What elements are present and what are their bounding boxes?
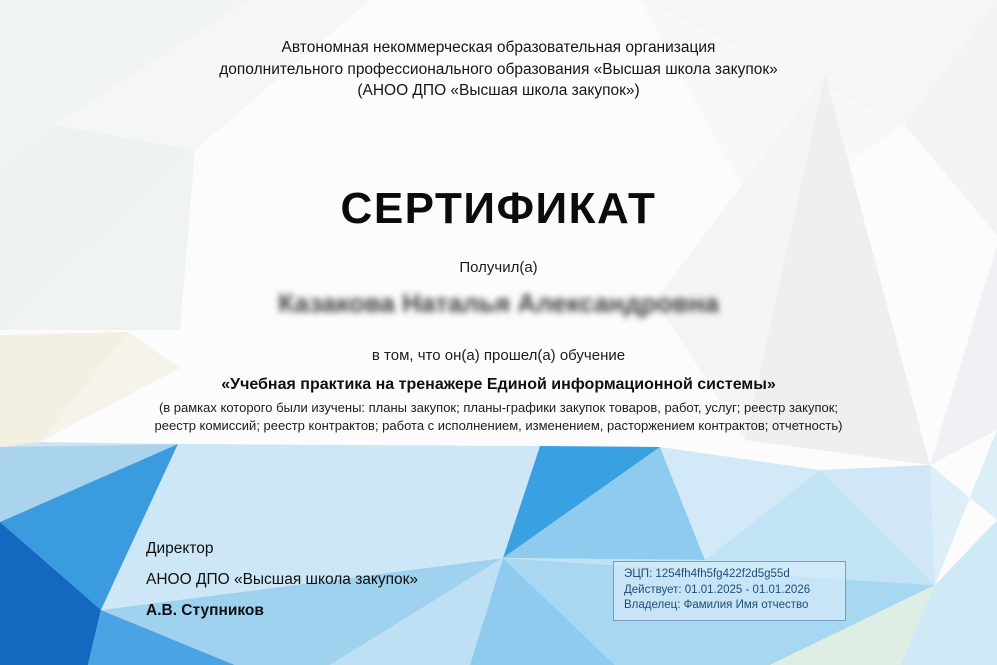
org-line-1: Автономная некоммерческая образовательная организация [281,39,716,56]
signature-organization: АНОО ДПО «Высшая школа закупок» [146,571,419,588]
signature-position: Директор [146,540,214,557]
organization-header [0,37,997,102]
org-line-2: дополнительного профессионального образования «Высшая школа закупок» [219,60,778,78]
esign-owner: Владелец: Фамилия Имя отчество [624,599,809,611]
esign-validity: Действует: 01.01.2025 - 01.01.2026 [624,583,811,596]
certificate-title: СЕРТИФИКАТ [340,184,657,233]
signature-name: А.В. Ступников [146,602,264,619]
recipient-name: Казакова Наталья Александровна [278,288,719,318]
esign-box [613,561,846,621]
course-details [0,399,997,434]
course-details-line-2: реестр комиссий; реестр контрактов; работа с исполнением, изменением, расторжением контрактов; отчетность) [154,417,843,433]
org-line-3: (АНОО ДПО «Высшая школа закупок») [357,82,640,99]
course-details-line-1: (в рамках которого были изучены: планы закупок; планы-графики закупок товаров, работ, услуг; реестр закупок; [158,400,839,415]
esign-id: ЭЦП: 1254fh4fh5fg422f2d5g55d [624,568,790,580]
course-title: «Учебная практика на тренажере Единой информационной системы» [221,376,776,393]
received-label: Получил(а) [459,259,538,276]
completion-line: в том, что он(а) прошел(а) обучение [371,347,626,364]
signature-block [146,538,418,631]
